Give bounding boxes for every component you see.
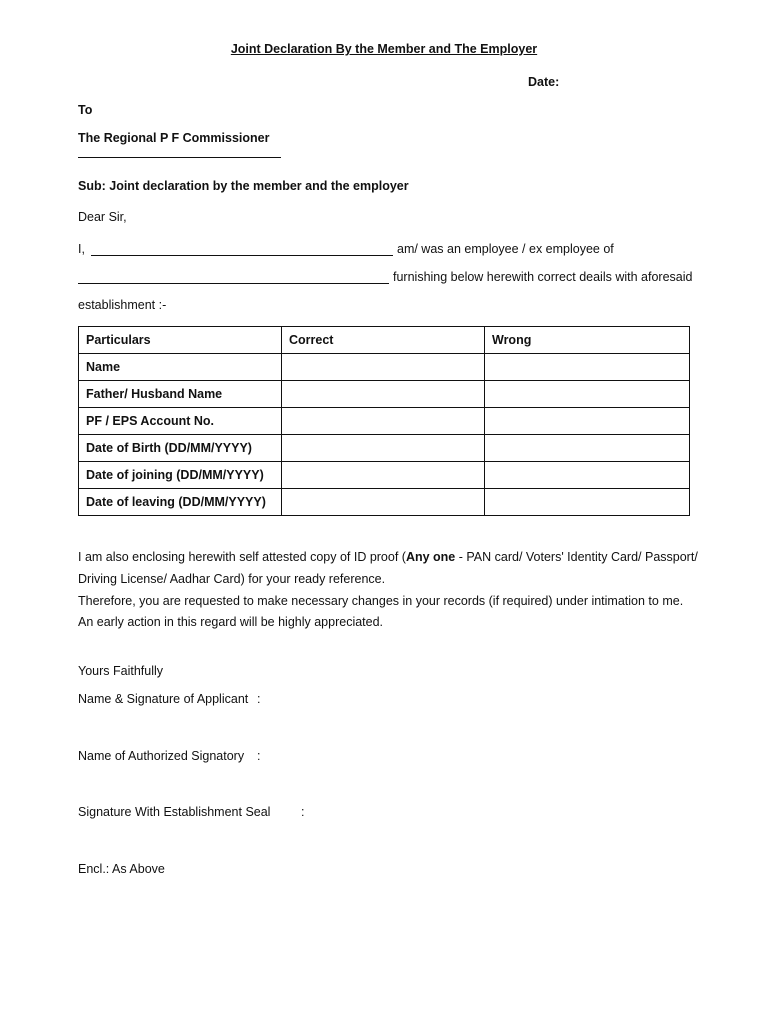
table-row bbox=[79, 381, 690, 408]
row-label: PF / EPS Account No. bbox=[79, 408, 282, 435]
seal-colon: : bbox=[301, 805, 305, 819]
wrong-cell bbox=[485, 354, 690, 381]
wrong-cell bbox=[485, 435, 690, 462]
establishment-text: establishment :- bbox=[78, 298, 167, 312]
correct-cell bbox=[282, 435, 485, 462]
correct-cell bbox=[282, 462, 485, 489]
id-proof-text-end: - PAN card/ Voters' Identity Card/ Passport/ bbox=[455, 550, 698, 564]
id-proof-any-one: Any one bbox=[405, 550, 456, 564]
subject-line: Sub: Joint declaration by the member and the employer bbox=[78, 179, 409, 193]
wrong-cell bbox=[485, 381, 690, 408]
date-label: Date: bbox=[528, 75, 560, 89]
table-row bbox=[79, 462, 690, 489]
details-table bbox=[78, 326, 690, 516]
appreciation-line: An early action in this regard will be highly appreciated. bbox=[78, 615, 384, 629]
correct-cell bbox=[282, 354, 485, 381]
row-label: Date of Birth (DD/MM/YYYY) bbox=[79, 435, 282, 462]
establishment-name-blank-line bbox=[78, 283, 389, 284]
row-label: Date of leaving (DD/MM/YYYY) bbox=[79, 489, 282, 516]
correct-cell bbox=[282, 381, 485, 408]
table-row bbox=[79, 354, 690, 381]
establishment-seal-label: Signature With Establishment Seal bbox=[78, 805, 271, 819]
addressee: The Regional P F Commissioner bbox=[78, 131, 270, 145]
id-proof-line-2: Driving License/ Aadhar Card) for your ready reference. bbox=[78, 572, 386, 586]
enclosure-note: Encl.: As Above bbox=[78, 862, 165, 876]
row-label: Name bbox=[79, 354, 282, 381]
to-label: To bbox=[78, 103, 93, 117]
addressee-address-line bbox=[78, 157, 281, 158]
row-label: Father/ Husband Name bbox=[79, 381, 282, 408]
authorized-colon: : bbox=[257, 749, 261, 763]
applicant-colon: : bbox=[257, 692, 261, 706]
salutation: Dear Sir, bbox=[78, 210, 127, 224]
id-proof-text-start: I am also enclosing herewith self attested copy of ID proof ( bbox=[78, 550, 406, 564]
closing: Yours Faithfully bbox=[78, 664, 163, 678]
table-header-row bbox=[79, 327, 690, 354]
authorized-signatory-label: Name of Authorized Signatory bbox=[78, 749, 245, 763]
correct-cell bbox=[282, 408, 485, 435]
wrong-cell bbox=[485, 462, 690, 489]
wrong-cell bbox=[485, 408, 690, 435]
correct-cell bbox=[282, 489, 485, 516]
table-row bbox=[79, 489, 690, 516]
header-particulars: Particulars bbox=[79, 327, 282, 354]
id-proof-paragraph bbox=[78, 550, 698, 564]
member-name-blank-line bbox=[91, 255, 393, 256]
wrong-cell bbox=[485, 489, 690, 516]
declaration-i-prefix: I, bbox=[78, 242, 85, 256]
header-wrong: Wrong bbox=[485, 327, 690, 354]
furnishing-text: furnishing below herewith correct deails with aforesaid bbox=[393, 270, 693, 284]
document-title: Joint Declaration By the Member and The Employer bbox=[230, 42, 538, 56]
header-correct: Correct bbox=[282, 327, 485, 354]
employee-status-text: am/ was an employee / ex employee of bbox=[397, 242, 614, 256]
request-line: Therefore, you are requested to make necessary changes in your records (if required) under intimation to me. bbox=[78, 594, 684, 608]
table-row bbox=[79, 435, 690, 462]
applicant-signature-label: Name & Signature of Applicant bbox=[78, 692, 249, 706]
table-row bbox=[79, 408, 690, 435]
row-label: Date of joining (DD/MM/YYYY) bbox=[79, 462, 282, 489]
